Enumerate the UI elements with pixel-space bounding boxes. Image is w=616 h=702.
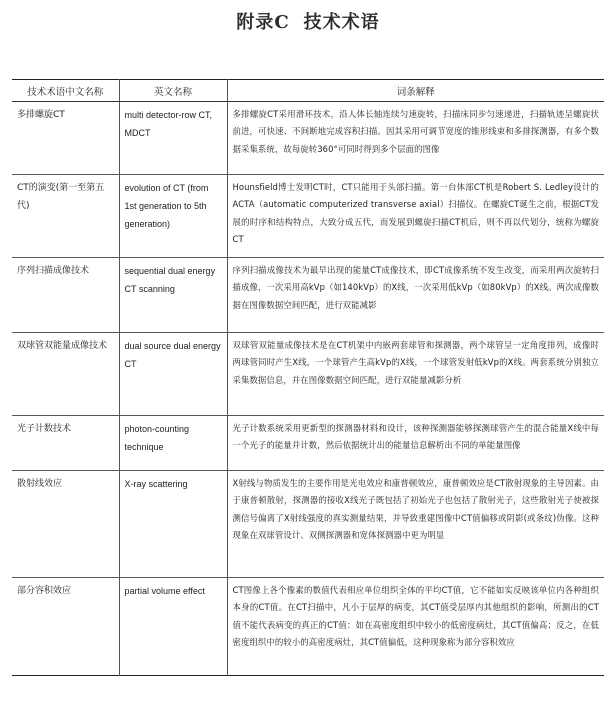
term-chinese: 多排螺旋CT (12, 102, 119, 175)
table-row (12, 102, 604, 175)
appendix-label: 附录C (236, 12, 290, 33)
table-row (12, 578, 604, 676)
term-chinese: 光子计数技术 (12, 416, 119, 471)
page-title (0, 8, 616, 34)
term-definition: CT图像上各个像素的数值代表相应单位组织全体的平均CT值，它不能如实反映该单位内各种组织本身的CT值。在CT扫描中，凡小于层厚的病变，其CT值受层厚内其他组织的影响，所测出的CT值不能代表病变的真正的CT值：如在高密度组织中较小的低密度病灶，其CT值偏高；反之，在低密度组织中的较小的高密度病灶，其CT值偏低，这种现象称为部分容积效应 (227, 578, 604, 676)
term-english: photon-counting technique (119, 416, 227, 471)
header-english-name: 英文名称 (119, 80, 227, 102)
table-row (12, 175, 604, 258)
term-english: multi detector-row CT, MDCT (119, 102, 227, 175)
term-chinese: 序列扫描成像技术 (12, 258, 119, 333)
appendix-title: 技术术语 (303, 12, 380, 33)
table-row (12, 471, 604, 578)
header-definition: 词条解释 (227, 80, 604, 102)
term-definition: 多排螺旋CT采用滑环技术，沿人体长轴连续匀速旋转，扫描床同步匀速递进，扫描轨迹呈螺旋状前进，可快速、不间断地完成容积扫描。因其采用可调节宽度的锥形线束和多排探测器，有多个数据采集系统，故每旋转360°可同时得到多个层面的图像 (227, 102, 604, 175)
header-row (12, 80, 604, 102)
term-chinese: 双球管双能量成像技术 (12, 333, 119, 416)
glossary-table (12, 79, 604, 676)
term-chinese: CT的演变(第一至第五代) (12, 175, 119, 258)
term-english: evolution of CT (from 1st generation to 5th generation) (119, 175, 227, 258)
term-definition: 光子计数系统采用更新型的探测器材料和设计，该种探测器能够探测球管产生的混合能量X线中每一个光子的能量并计数，然后依据统计出的能量信息解析出不同的单能量图像 (227, 416, 604, 471)
table-row (12, 258, 604, 333)
term-english: X-ray scattering (119, 471, 227, 578)
term-definition: X射线与物质发生的主要作用是光电效应和康普顿效应，康普顿效应是CT散射现象的主导因素。由于康普顿散射，探测器的接收X线光子既包括了初始光子也包括了散射光子，这些散射光子使被探测信号偏离了X射线强度的真实测量结果，并导致重建图像中CT值偏移或阴影(或条纹)伪像。这种现象在双球管设计、双侧探测器和宽体探测器中更为明显 (227, 471, 604, 578)
term-definition: 序列扫描成像技术为最早出现的能量CT成像技术，即CT成像系统不发生改变，而采用两次旋转扫描成像，一次采用高kVp（如140kVp）的X线，一次采用低kVp（如80kVp）的X线。两次成像数据在图像数据空间匹配，进行双能减影 (227, 258, 604, 333)
header-chinese-term: 技术术语中文名称 (12, 80, 119, 102)
term-english: dual source dual energy CT (119, 333, 227, 416)
term-english: partial volume effect (119, 578, 227, 676)
table-row (12, 416, 604, 471)
term-chinese: 部分容积效应 (12, 578, 119, 676)
term-english: sequential dual energy CT scanning (119, 258, 227, 333)
term-definition: 双球管双能量成像技术是在CT机架中内嵌两套球管和探测器，两个球管呈一定角度排列，成像时两球管同时产生X线，一个球管产生高kVp的X线，一个球管发射低kVp的X线。两套系统分别独立采集数据信息，并在图像数据空间匹配，进行双能量减影分析 (227, 333, 604, 416)
table-row (12, 333, 604, 416)
term-chinese: 散射线效应 (12, 471, 119, 578)
term-definition: Hounsfield博士发明CT时，CT只能用于头部扫描。第一台体部CT机是Robert S. Ledley设计的ACTA（automatic computerized transverse axial）扫描仪。在螺旋CT诞生之前，根据CT发展的时序和结构特点，大致分成五代，而发展到螺旋扫描CT机后，则不再以代划分，统称为螺旋CT (227, 175, 604, 258)
